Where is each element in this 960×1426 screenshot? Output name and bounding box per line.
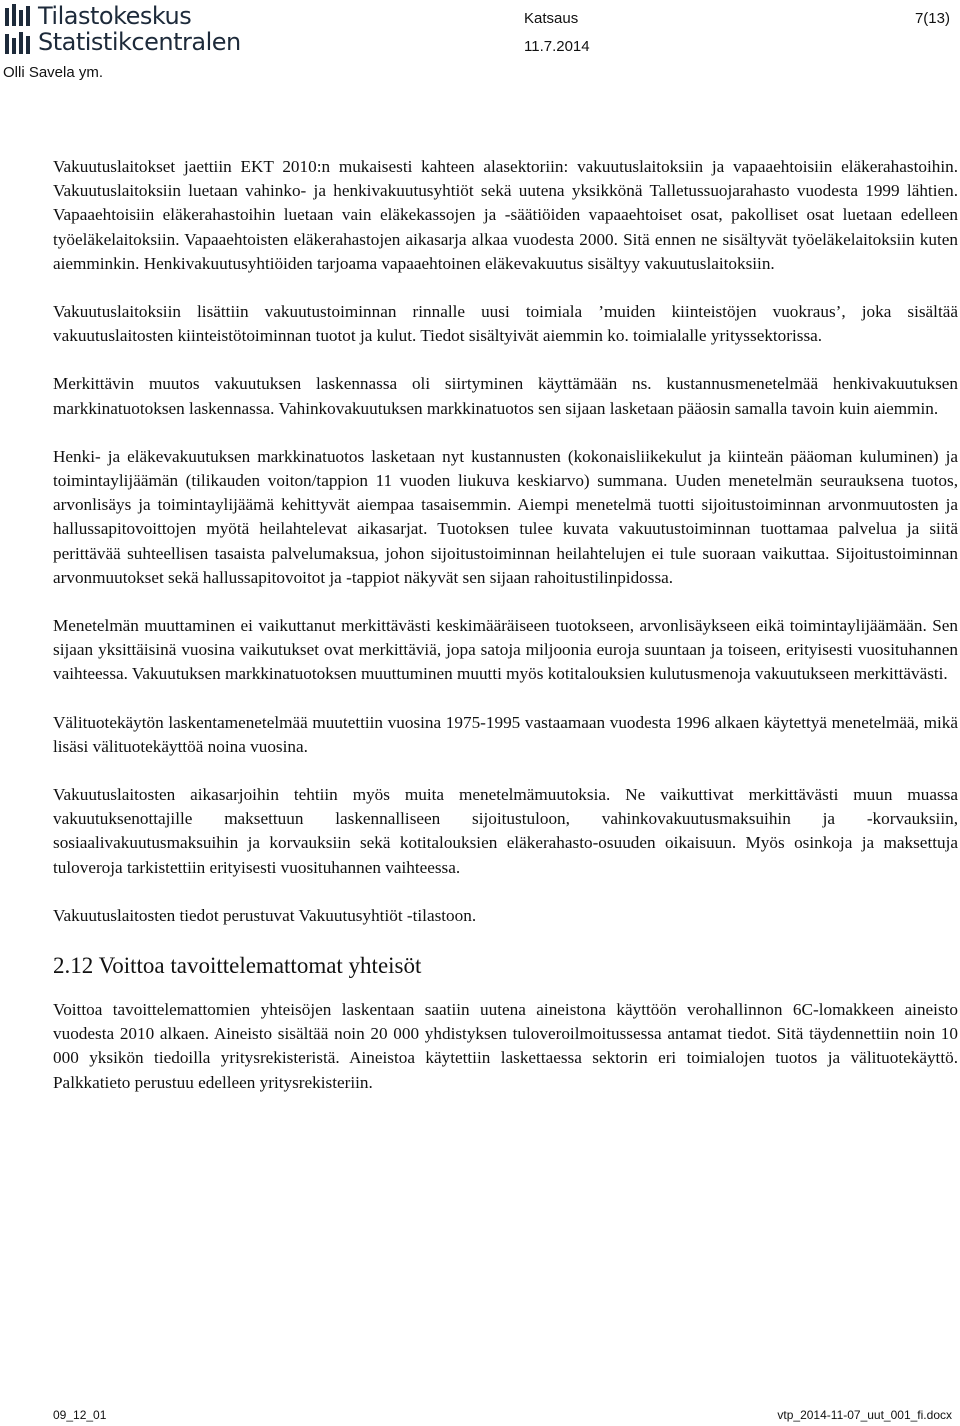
section-paragraph: Voittoa tavoittelemattomien yhteisöjen laskentaan saatiin uutena aineistona käyttöön verohallinnon 6C-lomakkeen aineisto vuodesta 2010 alkaen. Aineisto sisältää noin 20 000 yhdistyksen tuloveroilmoitussessa antamat tiedot. Sitä täydennettiin noin 10 000 yksikön tiedoilla yritysrekisteristä. Aineistoa käytettiin laskettaessa sektorin eri toimialojen tuotos ja välituotekäyttö. Palkkatieto perustuu edelleen yritysrekisteriin. [53,1000,958,1092]
paragraph: Vakuutuslaitosten tiedot perustuvat Vakuutusyhtiöt -tilastoon. [53,905,477,925]
document-date: 11.7.2014 [524,38,590,55]
footer-code: 09_12_01 [53,1408,107,1422]
logo-bars-icon [4,4,34,60]
paragraph: Vakuutuslaitokset jaettiin EKT 2010:n mukaisesti kahteen alasektoriin: vakuutuslaitoksiin ja vapaaehtoisiin eläkerahastoihin. Vakuutuslaitoksiin luetaan vahinko- ja henkivakuutusyhtiöt sekä uutena yksikkönä Talletussuojarahasto vuodesta 1999 lähtien. Vapaaehtoisiin eläkerahastoihin luetaan vain eläkekassojen ja -säätiöiden vapaaehtoiset osat, pakolliset osat luetaan edelleen työeläkelaitoksiin. Vapaaehtoisten eläkerahastojen aikasarja alkaa vuodesta 2000. Sitä ennen ne sisältyvät työeläkelaitoksiin kuten aiemminkin. Henkivakuutusyhtiöiden tarjoama vapaaehtoinen eläkevakuutus sisältyy vakuutuslaitoksiin. [53,157,958,273]
paragraph: Välituotekäytön laskentamenetelmää muutettiin vuosina 1975-1995 vastaamaan vuodesta 1996 alkaen käytettyä menetelmää, mikä lisäsi välituotekäyttöä noina vuosina. [53,712,958,756]
logo-wordmark [38,3,241,55]
paragraph: Henki- ja eläkevakuutuksen markkinatuotos lasketaan nyt kustannusten (kokonaisliikekulut ja kiinteän pääoman kuluminen) ja toimintaylijäämän (tilikauden voiton/tappion 11 vuoden liukuva keskiarvo) summana. Uuden menetelmän seurauksena tuotos, arvonlisäys ja toimintaylijäämä kehittyvät aiempaa tasaisemmin. Aiempi menetelmä tuotti sijoitustoiminnan arvonmuutosten ja hallussapitovoittojen myötä heilahtelevat aikasarjat. Tuotoksen tulee kuvata vakuutustoiminnan tuottamaa palvelua ja siitä perittävää suhteellisen tasaista palvelumaksua, johon sijoitustoiminnan heilahtelujen ei tule suoraan vaikuttaa. Sijoitustoiminnan arvonmuutokset sekä hallussapitovoitot ja -tappiot näkyvät sen sijaan rahoitustilinpidossa. [53,446,958,587]
document-type: Katsaus [524,10,579,27]
document-body [53,155,958,1119]
paragraph: Vakuutuslaitosten aikasarjoihin tehtiin myös muita menetelmämuutoksia. Ne vaikuttivat merkittävästi muun muassa vakuutuksenottajille maksettuun laskennalliseen sijoitustuloon, vahinkovakuutusmaksuihin ja -korvauksiin, sosiaalivakuutusmaksuihin ja korvauksiin sekä kotitalouksien eläkerahasto-osuuden oikaisuun. Myös osinkoja ja maksettuja tuloveroja tarkistettiin erityisesti vuosituhannen vaihteessa. [53,785,958,877]
section-heading: 2.12 Voittoa tavoittelemattomat yhteisöt [53,953,422,979]
page-number: 7(13) [914,10,950,27]
paragraph: Vakuutuslaitoksiin lisättiin vakuutustoiminnan rinnalle uusi toimiala ’muiden kiinteistöjen vuokraus’, joka sisältää vakuutuslaitosten kiinteistötoiminnan tuotot ja kulut. Tiedot sisältyivät aiemmin ko. toimialalle yrityssektorissa. [53,302,958,346]
logo-line-2: Statistikcentralen [38,28,241,56]
footer-filename: vtp_2014-11-07_uut_001_fi.docx [777,1408,952,1422]
paragraph: Menetelmän muuttaminen ei vaikuttanut merkittävästi keskimääräiseen tuotokseen, arvonlisäykseen eikä toimintaylijäämään. Sen sijaan yksittäisinä vuosina vaikutukset ovat merkittäviä, jopa satoja miljoonia euroja suuntaan ja toiseen, erityisesti vuosituhannen vaihteessa. Vakuutuksen markkinatuotoksen muuttuminen muutti myös kotitalouksien kulutusmenoja vakuutukseen merkittävästi. [53,616,958,684]
author: Olli Savela ym. [3,64,104,81]
page-header [0,0,960,90]
logo-line-1: Tilastokeskus [38,2,192,30]
paragraph: Merkittävin muutos vakuutuksen laskennassa oli siirtyminen käyttämään ns. kustannusmenetelmää henkivakuutuksen markkinatuotoksen laskennassa. Vahinkovakuutuksen markkinatuotos sen sijaan lasketaan pääosin samalla tavoin kuin aiemmin. [53,374,958,418]
statistics-finland-logo [4,4,254,60]
